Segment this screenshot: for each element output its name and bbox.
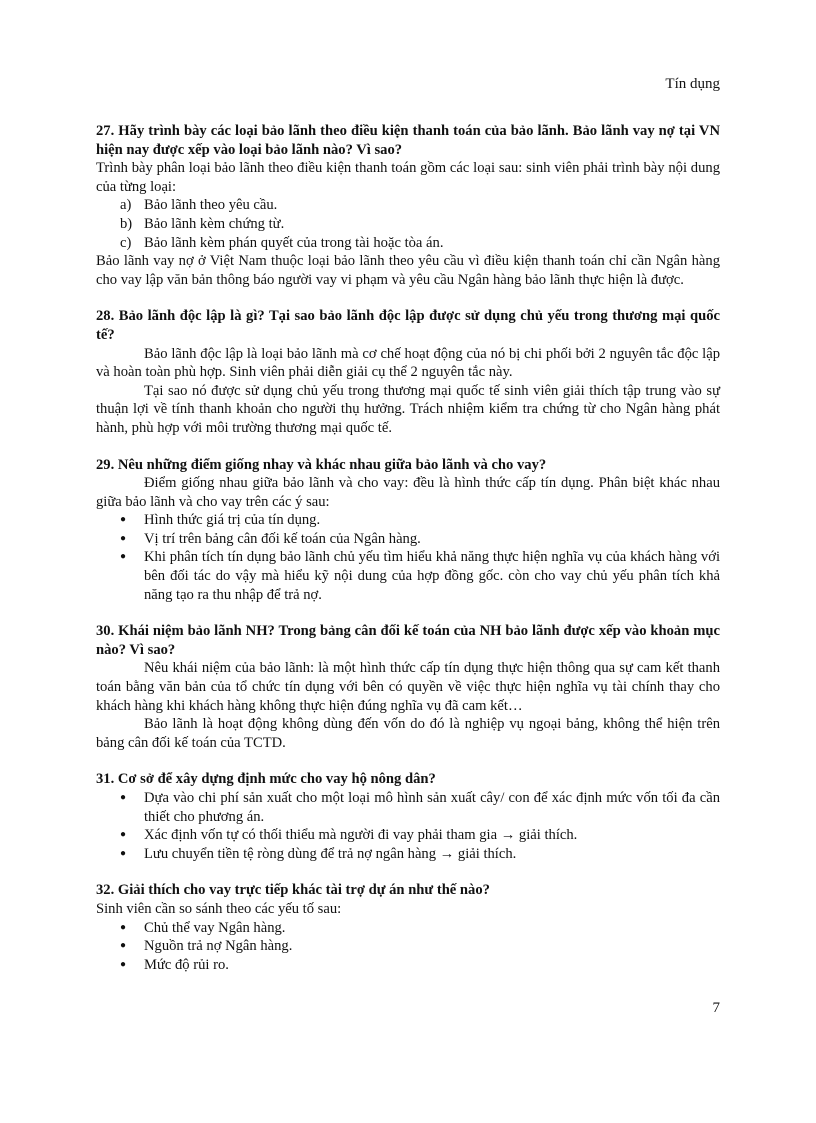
- question-27-list: [96, 196, 720, 252]
- list-item-text: Dựa vào chi phí sản xuất cho một loại mô hình sản xuất cây/ con để xác định mức vốn tối đa cần thiết cho phương án.: [144, 790, 720, 825]
- question-27-intro: Trình bày phân loại bảo lãnh theo điều kiện thanh toán gồm các loại sau: sinh viên phải trình bày nội dung của từng loại:: [96, 160, 720, 195]
- bullet-icon: ●: [120, 921, 127, 933]
- list-marker: a): [120, 197, 132, 214]
- list-item: [120, 826, 720, 845]
- bullet-icon: ●: [120, 958, 127, 970]
- page-number: 7: [712, 1000, 720, 1016]
- question-29-list: [96, 511, 720, 604]
- list-item: [120, 215, 720, 234]
- list-item-text: Bảo lãnh kèm chứng từ.: [144, 215, 285, 232]
- bullet-icon: ●: [120, 847, 127, 859]
- question-29-intro: Điểm giống nhau giữa bảo lãnh và cho vay: đều là hình thức cấp tín dụng. Phân biệt khác nhau giữa bảo lãnh và cho vay trên các ý sau:: [96, 475, 720, 510]
- question-28-title: 28. Bảo lãnh độc lập là gì? Tại sao bảo lãnh độc lập được sử dụng chủ yếu trong thương mại quốc tế?: [96, 308, 720, 343]
- question-30: [96, 622, 720, 752]
- list-item-text: Chủ thể vay Ngân hàng.: [144, 919, 286, 936]
- list-item: [120, 845, 720, 864]
- question-27-title: 27. Hãy trình bày các loại bảo lãnh theo điều kiện thanh toán của bảo lãnh. Bảo lãnh vay nợ tại VN hiện nay được xếp vào loại bảo lãnh nào? Vì sao?: [96, 123, 720, 158]
- question-28: [96, 307, 720, 437]
- bullet-icon: ●: [120, 940, 127, 952]
- list-item-text: Khi phân tích tín dụng bảo lãnh chủ yếu tìm hiểu khả năng thực hiện nghĩa vụ của khách hàng với bên đối tác do vậy mà hiểu kỹ nội dung của hợp đồng gốc. còn cho vay chủ yếu phân tích khả năng tạo ra thu nhập để trả nợ.: [144, 549, 720, 603]
- page-content: [96, 122, 720, 992]
- list-item-text: Nguồn trả nợ Ngân hàng.: [144, 938, 293, 955]
- list-item: [120, 789, 720, 826]
- list-item: [120, 548, 720, 604]
- list-item-text: Hình thức giá trị của tín dụng.: [144, 512, 321, 529]
- list-item-text: Xác định vốn tự có thối thiểu mà người đi vay phải tham gia → giải thích.: [144, 827, 578, 844]
- list-item: [120, 937, 720, 956]
- list-item-text: Lưu chuyển tiền tệ ròng dùng để trả nợ ngân hàng → giải thích.: [144, 845, 517, 862]
- question-30-title: 30. Khái niệm bảo lãnh NH? Trong bảng cân đối kế toán của NH bảo lãnh được xếp vào khoản mục nào? Vì sao?: [96, 623, 720, 658]
- bullet-icon: ●: [120, 792, 127, 803]
- bullet-icon: ●: [120, 532, 127, 544]
- list-item: [120, 196, 720, 215]
- list-item-text: Mức độ rủi ro.: [144, 956, 229, 973]
- list-item: [120, 530, 720, 549]
- list-marker: c): [120, 234, 132, 251]
- question-32-intro: Sinh viên cần so sánh theo các yếu tố sau:: [96, 900, 342, 917]
- question-31-list: [96, 789, 720, 863]
- bullet-icon: ●: [120, 514, 127, 526]
- question-30-paragraph-1: Nêu khái niệm của bảo lãnh: là một hình thức cấp tín dụng thực hiện thông qua sự cam kết thanh toán bằng văn bản của tổ chức tín dụng với bên có quyền về việc thực hiện nghĩa vụ tài chính thay cho khách hàng khi khách hàng không thực hiện đúng nghĩa vụ đã cam kết…: [96, 660, 720, 714]
- question-29-title: 29. Nêu những điểm giống nhay và khác nhau giữa bảo lãnh và cho vay?: [96, 456, 547, 473]
- question-28-paragraph-1: Bảo lãnh độc lập là loại bảo lãnh mà cơ chế hoạt động của nó bị chi phối bởi 2 nguyên tắc độc lập và hoàn toàn phù hợp. Sinh viên phải diễn giải cụ thể 2 nguyên tắc này.: [96, 345, 720, 381]
- question-31: [96, 770, 720, 863]
- list-item-text: Vị trí trên bảng cân đối kế toán của Ngân hàng.: [144, 530, 421, 547]
- question-27: [96, 122, 720, 289]
- list-item-text: Bảo lãnh kèm phán quyết của trong tài hoặc tòa án.: [144, 234, 444, 251]
- question-31-title: 31. Cơ sở để xây dựng định mức cho vay hộ nông dân?: [96, 771, 436, 788]
- question-32: [96, 881, 720, 974]
- list-item: [120, 919, 720, 938]
- list-item: [120, 511, 720, 530]
- list-marker: b): [120, 215, 133, 232]
- question-32-list: [96, 919, 720, 975]
- bullet-icon: ●: [120, 551, 127, 563]
- question-29: [96, 456, 720, 605]
- question-32-title: 32. Giải thích cho vay trực tiếp khác tài trợ dự án như thế nào?: [96, 882, 490, 899]
- list-item: [120, 234, 720, 253]
- running-header: Tín dụng: [665, 76, 720, 92]
- question-30-paragraph-2: Bảo lãnh là hoạt động không dùng đến vốn do đó là nghiệp vụ ngoại bảng, không thể hiện trên bảng cân đối kế toán của TCTD.: [96, 716, 720, 751]
- bullet-icon: ●: [120, 829, 127, 841]
- list-item-text: Bảo lãnh theo yêu cầu.: [144, 197, 278, 214]
- question-28-paragraph-2: Tại sao nó được sử dụng chủ yếu trong thương mại quốc tế sinh viên giải thích tập trung vào sự thuận lợi về tính thanh khoản cho người thụ hưởng. Trách nhiệm kiểm tra chứng từ cho Ngân hàng phát hành, phù hợp với môi trường thương mại quốc tế.: [96, 382, 720, 436]
- question-27-conclusion: Bảo lãnh vay nợ ở Việt Nam thuộc loại bảo lãnh theo yêu cầu vì điều kiện thanh toán chỉ cần Ngân hàng cho vay lập văn bản thông báo người vay vi phạm và yêu cầu Ngân hàng bảo lãnh thực hiện là được.: [96, 253, 720, 288]
- list-item: [120, 956, 720, 975]
